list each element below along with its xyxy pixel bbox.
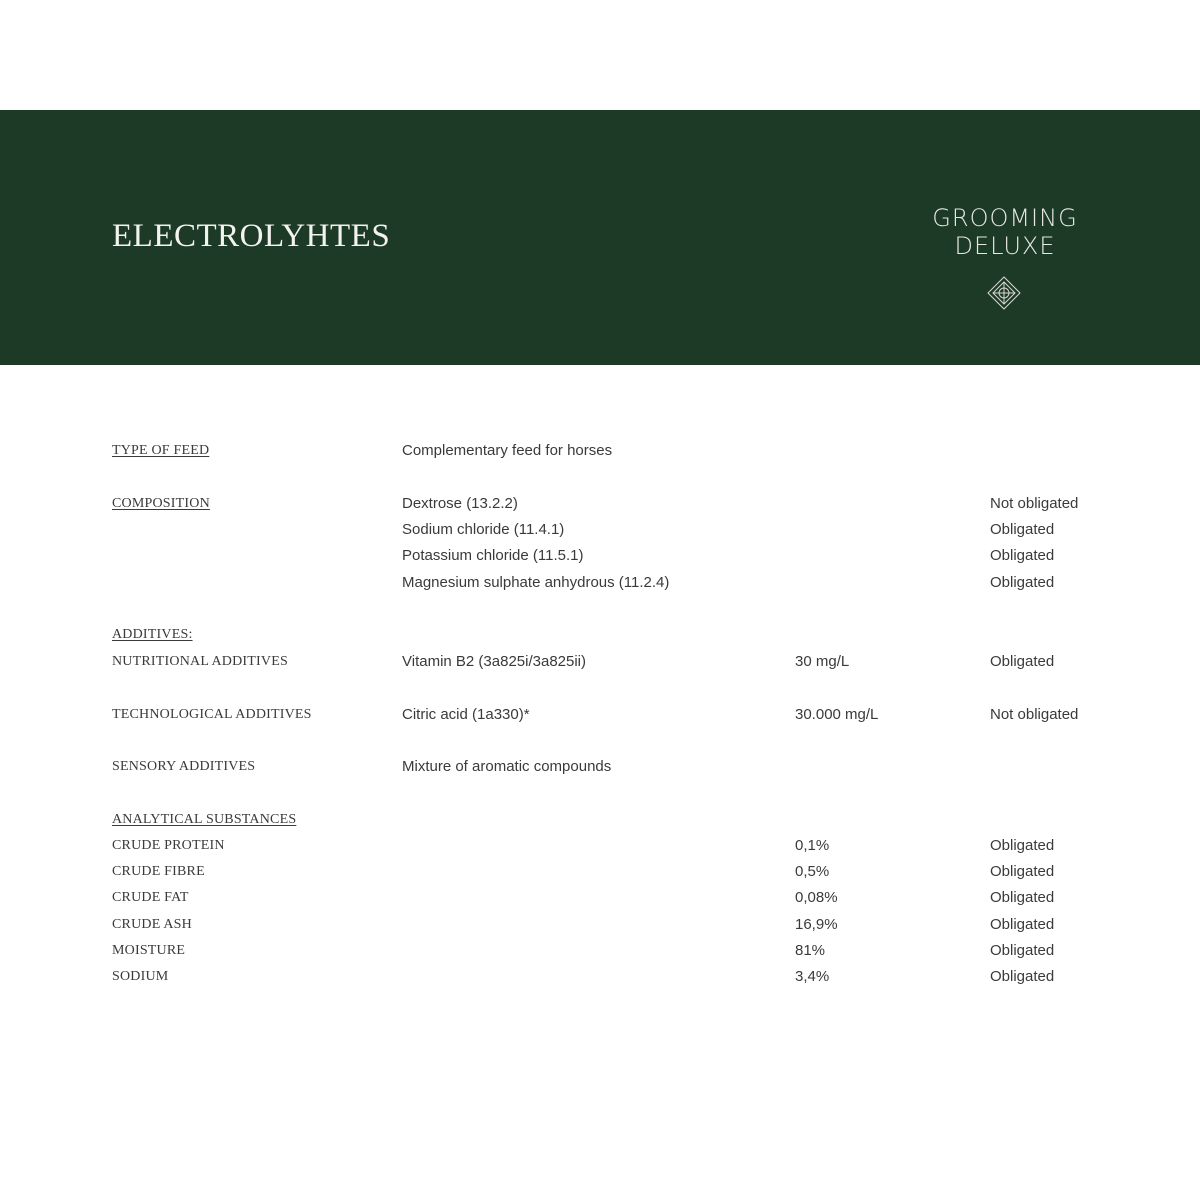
brand-line-1: GROOMING — [932, 204, 1078, 232]
composition-label: COMPOSITION — [112, 496, 210, 511]
composition-item-name: Sodium chloride (11.4.1) — [402, 521, 565, 538]
composition-item-name: Magnesium sulphate anhydrous (11.2.4) — [402, 574, 670, 591]
analytical-value: 0,08% — [795, 889, 838, 906]
analytical-name: MOISTURE — [112, 943, 186, 958]
analytical-name: CRUDE ASH — [112, 917, 192, 932]
analytical-status: Obligated — [990, 968, 1055, 985]
composition-item-name: Potassium chloride (11.5.1) — [402, 547, 584, 564]
additive-status: Obligated — [990, 653, 1055, 670]
type-of-feed-label: TYPE OF FEED — [112, 443, 210, 458]
composition-item-status: Obligated — [990, 574, 1055, 591]
analytical-status: Obligated — [990, 942, 1055, 959]
analytical-value: 81% — [795, 942, 826, 959]
additives-label: ADDITIVES: — [112, 627, 193, 642]
analytical-status: Obligated — [990, 837, 1055, 854]
additive-category: NUTRITIONAL ADDITIVES — [112, 654, 288, 669]
analytical-name: CRUDE FIBRE — [112, 864, 205, 879]
composition-item-status: Not obligated — [990, 495, 1079, 512]
additive-amount: 30 mg/L — [795, 653, 850, 670]
analytical-value: 0,1% — [795, 837, 830, 854]
additive-category: SENSORY ADDITIVES — [112, 759, 256, 774]
composition-item-status: Obligated — [990, 547, 1055, 564]
analytical-name: CRUDE FAT — [112, 890, 189, 905]
type-of-feed-value: Complementary feed for horses — [402, 442, 613, 459]
brand-logo — [905, 204, 1105, 260]
analytical-value: 0,5% — [795, 863, 830, 880]
composition-item-name: Dextrose (13.2.2) — [402, 495, 518, 512]
analytical-value: 16,9% — [795, 916, 838, 933]
additive-category: TECHNOLOGICAL ADDITIVES — [112, 707, 312, 722]
analytical-status: Obligated — [990, 889, 1055, 906]
brand-line-2: DELUXE — [954, 232, 1056, 260]
analytical-label: ANALYTICAL SUBSTANCES — [112, 812, 297, 827]
page-title: ELECTROLYHTES — [112, 218, 391, 254]
additive-name: Mixture of aromatic compounds — [402, 758, 612, 775]
composition-item-status: Obligated — [990, 521, 1055, 538]
analytical-name: CRUDE PROTEIN — [112, 838, 225, 853]
analytical-name: SODIUM — [112, 969, 169, 984]
diamond-emblem-icon — [986, 275, 1022, 311]
additive-name: Vitamin B2 (3a825i/3a825ii) — [402, 653, 587, 670]
analytical-value: 3,4% — [795, 968, 830, 985]
analytical-status: Obligated — [990, 916, 1055, 933]
additive-status: Not obligated — [990, 706, 1079, 723]
additive-amount: 30.000 mg/L — [795, 706, 879, 723]
analytical-status: Obligated — [990, 863, 1055, 880]
additive-name: Citric acid (1a330)* — [402, 706, 530, 723]
